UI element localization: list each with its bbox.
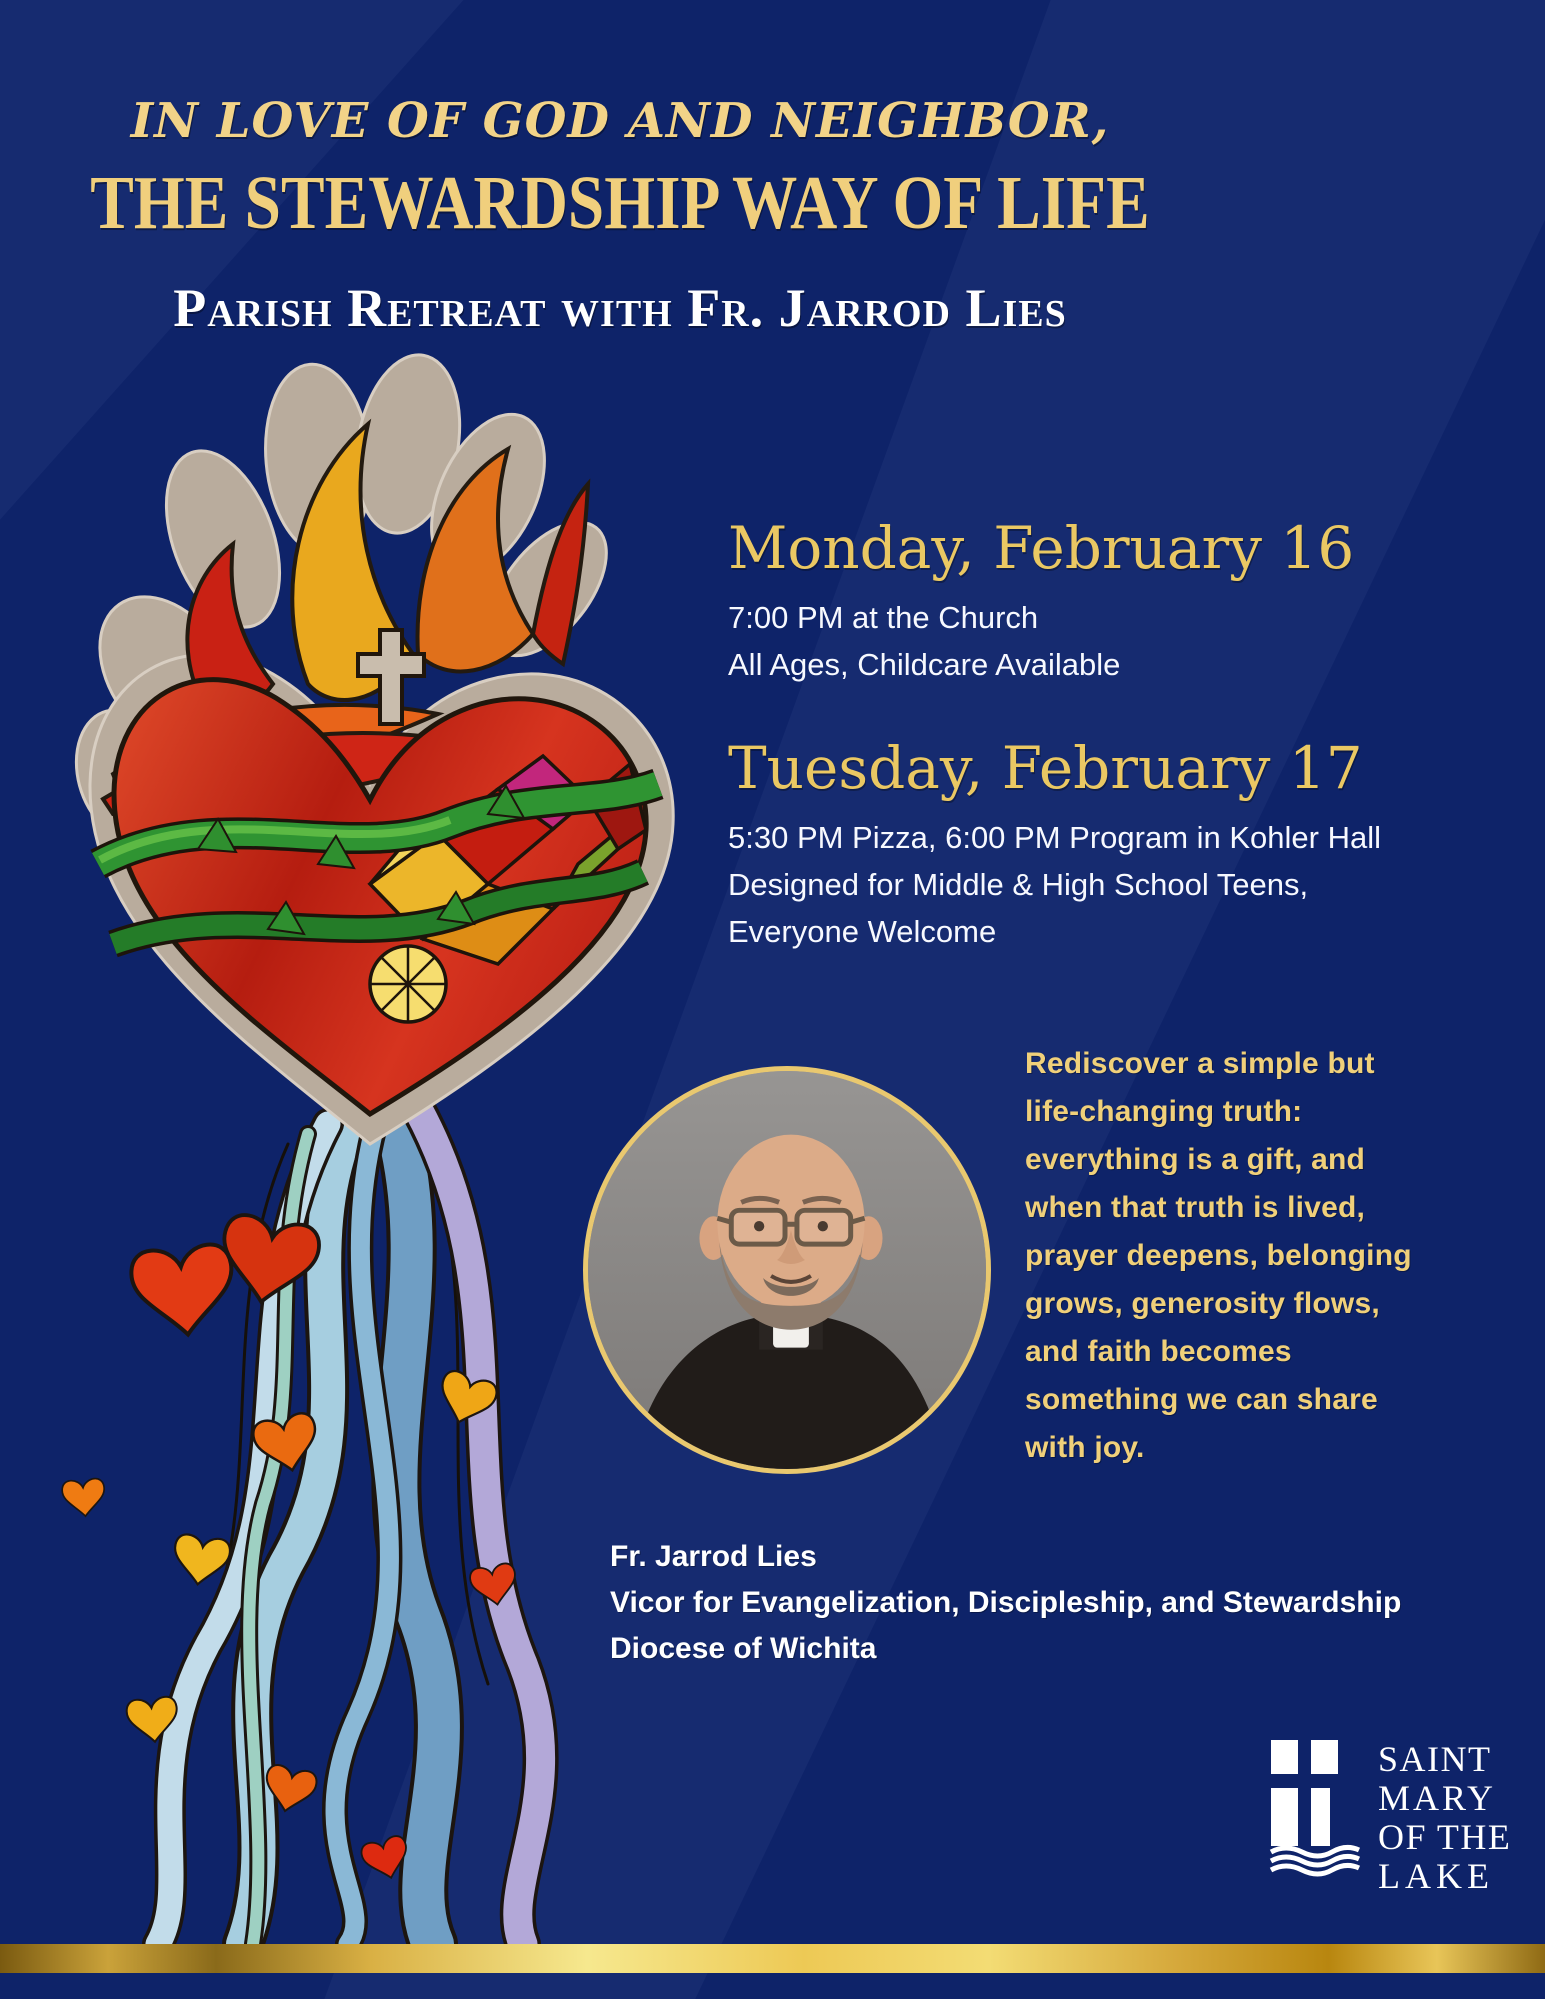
session-heading: Tuesday, February 17 [728, 734, 1363, 802]
speaker-photo [583, 1066, 991, 1474]
page-title: THE STEWARDSHIP WAY OF LIFE [90, 161, 1150, 245]
blurb-line: when that truth is lived, [1025, 1191, 1366, 1224]
blurb-line: life-changing truth: [1025, 1095, 1303, 1128]
blurb-line: something we can share [1025, 1383, 1378, 1416]
logo-word: SAINT [1378, 1739, 1492, 1779]
glass-ribbons [158, 1104, 541, 1944]
session-heading: Monday, February 16 [728, 514, 1355, 582]
blurb-line: prayer deepens, belonging [1025, 1239, 1412, 1272]
blurb-line: Rediscover a simple but [1025, 1047, 1375, 1080]
logo-word: MARY [1378, 1778, 1497, 1818]
session-tuesday [728, 732, 1381, 955]
cross-and-lake-logo-icon [1268, 1740, 1362, 1878]
stained-glass-sacred-heart-art [18, 344, 708, 1944]
session-detail-line: All Ages, Childcare Available [728, 647, 1121, 682]
session-detail-line: Everyone Welcome [728, 914, 997, 949]
logo-word: OF THE [1378, 1817, 1512, 1857]
header [0, 92, 1240, 338]
logo-word: LAKE [1378, 1856, 1494, 1896]
speaker-org: Diocese of Wichita [610, 1632, 877, 1665]
session-detail-line: 7:00 PM at the Church [728, 600, 1039, 635]
gold-accent-bar [0, 1944, 1545, 1973]
session-details [728, 814, 1381, 955]
kicker-line: IN LOVE OF GOD AND NEIGHBOR, [130, 93, 1110, 149]
blurb-line: grows, generosity flows, [1025, 1287, 1380, 1320]
speaker-name: Fr. Jarrod Lies [610, 1540, 817, 1573]
subtitle: Parish Retreat with Fr. Jarrod Lies [173, 278, 1067, 338]
speaker-portrait-illustration [588, 1071, 986, 1469]
session-detail-line: 5:30 PM Pizza, 6:00 PM Program in Kohler Hall [728, 820, 1381, 855]
retreat-blurb [1025, 1040, 1495, 1472]
speaker-title: Vicor for Evangelization, Discipleship, and Stewardship [610, 1586, 1402, 1619]
session-monday [728, 512, 1354, 688]
blurb-line: everything is a gift, and [1025, 1143, 1366, 1176]
speaker-credentials [610, 1534, 1401, 1672]
blurb-line: and faith becomes [1025, 1335, 1292, 1368]
parish-logo [1268, 1740, 1511, 1896]
session-detail-line: Designed for Middle & High School Teens, [728, 867, 1309, 902]
parish-logo-text [1378, 1740, 1511, 1896]
blurb-line: with joy. [1025, 1431, 1145, 1464]
session-details [728, 594, 1354, 688]
